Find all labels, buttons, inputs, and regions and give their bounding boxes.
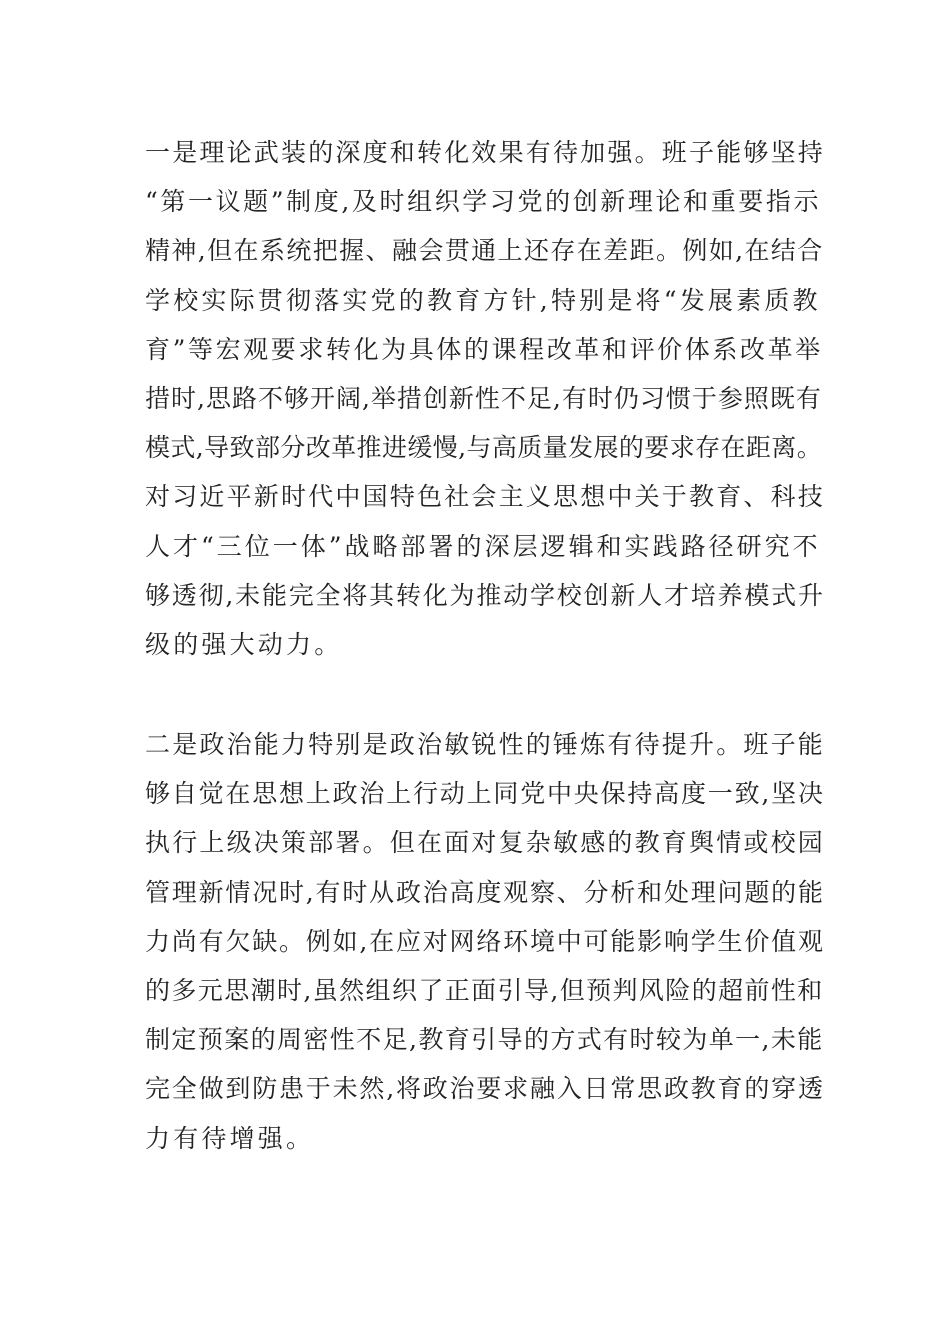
paragraph-line: 二是政治能力特别是政治敏锐性的锤炼有待提升。班子能 bbox=[145, 730, 826, 759]
paragraph-theory-armament bbox=[145, 128, 825, 669]
paragraph-line: 够自觉在思想上政治上行动上同党中央保持高度一致,坚决 bbox=[145, 779, 825, 809]
paragraph-line: 对习近平新时代中国特色社会主义思想中关于教育、科技 bbox=[145, 482, 826, 512]
paragraph-line: 管理新情况时,有时从政治高度观察、分析和处理问题的能 bbox=[145, 877, 825, 907]
paragraph-line: 模式,导致部分改革推进缓慢,与高质量发展的要求存在距离。 bbox=[145, 433, 823, 463]
paragraph-line: 力尚有欠缺。例如,在应对网络环境中可能影响学生价值观 bbox=[145, 926, 825, 956]
paragraph-line: 措时,思路不够开阔,举措创新性不足,有时仍习惯于参照既有 bbox=[145, 383, 822, 413]
paragraph-line: 级的强大动力。 bbox=[145, 629, 343, 659]
paragraph-line: 完全做到防患于未然,将政治要求融入日常思政教育的穿透 bbox=[145, 1074, 825, 1104]
paragraph-line: 的多元思潮时,虽然组织了正面引导,但预判风险的超前性和 bbox=[145, 975, 824, 1005]
paragraph-line: 执行上级决策部署。但在面对复杂敏感的教育舆情或校园 bbox=[145, 828, 826, 858]
paragraph-line: 育”等宏观要求转化为具体的课程改革和评价体系改革举 bbox=[145, 334, 823, 364]
paragraph-political-ability bbox=[145, 720, 825, 1163]
paragraph-line: 精神,但在系统把握、融会贯通上还存在差距。例如,在结合 bbox=[145, 236, 824, 266]
paragraph-line: 一是理论武装的深度和转化效果有待加强。班子能够坚持 bbox=[145, 138, 826, 167]
paragraph-line: 人才“三位一体”战略部署的深层逻辑和实践路径研究不 bbox=[145, 531, 821, 561]
paragraph-line: 够透彻,未能完全将其转化为推动学校创新人才培养模式升 bbox=[145, 580, 825, 610]
paragraph-line: 制定预案的周密性不足,教育引导的方式有时较为单一,未能 bbox=[145, 1025, 824, 1055]
paragraph-line: 力有待增强。 bbox=[145, 1123, 315, 1153]
paragraph-line: “第一议题”制度,及时组织学习党的创新理论和重要指示 bbox=[145, 187, 822, 217]
paragraph-line: 学校实际贯彻落实党的教育方针,特别是将“发展素质教 bbox=[145, 285, 821, 315]
